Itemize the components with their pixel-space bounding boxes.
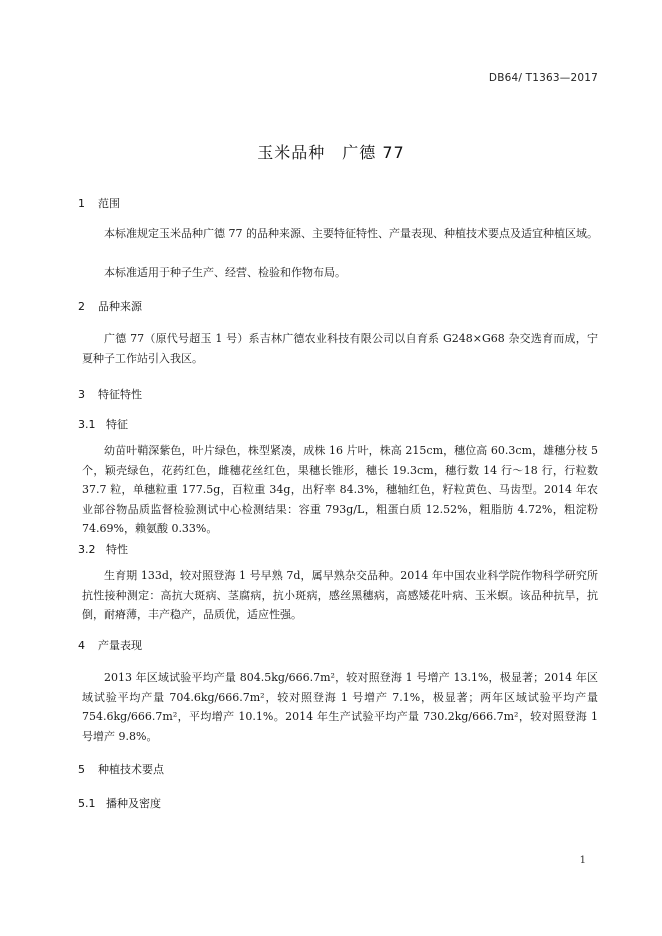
scope-paragraph-1: 本标准规定玉米品种广德 77 的品种来源、主要特征特性、产量表现、种植技术要点及适宜种植区域。 bbox=[104, 227, 598, 240]
yield-paragraph: 2013 年区域试验平均产量 804.5kg/666.7m²，较对照登海 1 号增产 13.1%，极显著；2014 年区域试验平均产量 704.6kg/666.7m²，较对照登海 1 号增产 7.1%，极显著；两年区域试验平均产量 754.6kg/666.7m²，平均增产 10.1%。2014 年生产试验平均产量 730.2kg/666.7m²，较对照登海 1 号增产 9.8%。 bbox=[82, 671, 598, 743]
section-title: 特性 bbox=[106, 543, 128, 556]
section-title: 特征特性 bbox=[98, 388, 142, 401]
section-number: 3.1 bbox=[78, 418, 96, 431]
section-title: 特征 bbox=[106, 418, 128, 431]
section-number: 4 bbox=[78, 639, 85, 652]
section-5-1-heading bbox=[78, 795, 161, 811]
section-number: 5 bbox=[78, 763, 85, 776]
document-title: 玉米品种 广德 77 bbox=[257, 143, 405, 162]
section-title: 播种及密度 bbox=[106, 797, 161, 810]
section-5-heading bbox=[78, 761, 164, 777]
section-3-heading bbox=[78, 386, 142, 402]
standard-code: DB64/ T1363—2017 bbox=[488, 72, 598, 84]
scope-paragraph-2: 本标准适用于种子生产、经营、检验和作物布局。 bbox=[104, 266, 346, 279]
section-number: 5.1 bbox=[78, 797, 96, 810]
section-title: 种植技术要点 bbox=[98, 763, 164, 776]
page-number: 1 bbox=[579, 855, 586, 866]
characteristics-paragraph: 生育期 133d，较对照登海 1 号早熟 7d，属早熟杂交品种。2014 年中国农业科学院作物科学研究所抗性接种测定：高抗大斑病、茎腐病，抗小斑病，感丝黑穗病，高感矮花叶病、玉米螟。该品种抗旱，抗倒，耐瘠薄，丰产稳产，品质优，适应性强。 bbox=[82, 569, 598, 621]
features-paragraph: 幼苗叶鞘深紫色，叶片绿色，株型紧凑，成株 16 片叶，株高 215cm，穗位高 60.3cm，雄穗分枝 5 个，颖壳绿色，花药红色，雌穗花丝红色，果穗长锥形，穗长 19.3cm，穗行数 14 行～18 行，行粒数 37.7 粒，单穗粒重 177.5g，百粒重 34g，出籽率 84.3%，穗轴红色，籽粒黄色、马齿型。2014 年农业部谷物品质监督检验测试中心检测结果：容重 793g/L，粗蛋白质 12.52%，粗脂肪 4.72%，粗淀粉 74.69%，赖氨酸 0.33%。 bbox=[82, 444, 598, 535]
section-number: 2 bbox=[78, 300, 85, 313]
section-number: 3 bbox=[78, 388, 85, 401]
section-title: 品种来源 bbox=[98, 300, 142, 313]
section-2-heading bbox=[78, 298, 142, 314]
section-title: 产量表现 bbox=[98, 639, 142, 652]
section-number: 3.2 bbox=[78, 543, 96, 556]
section-3-2-heading bbox=[78, 541, 128, 557]
section-4-heading bbox=[78, 637, 142, 653]
origin-paragraph: 广德 77（原代号超玉 1 号）系吉林广德农业科技有限公司以自育系 G248×G68 杂交选育而成，宁夏种子工作站引入我区。 bbox=[82, 332, 598, 365]
section-3-1-heading bbox=[78, 416, 128, 432]
section-1-heading bbox=[78, 195, 120, 211]
section-title: 范围 bbox=[98, 197, 120, 210]
section-number: 1 bbox=[78, 197, 85, 210]
